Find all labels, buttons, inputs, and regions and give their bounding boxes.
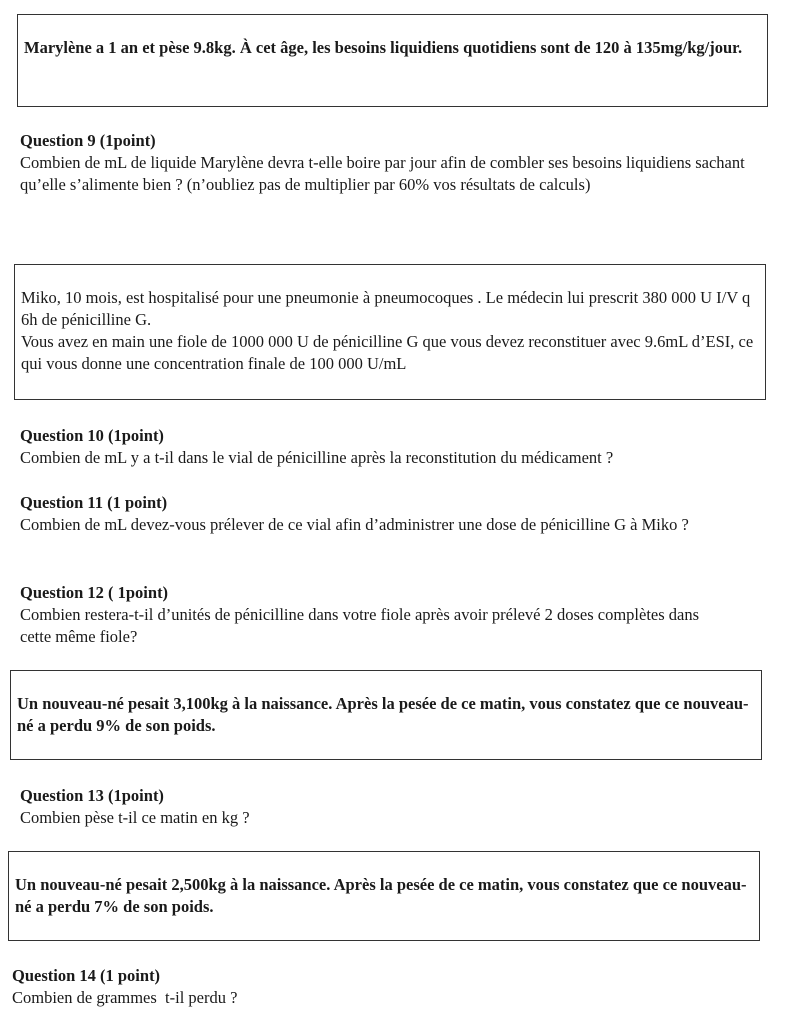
case-box-marylene: [17, 14, 768, 107]
question-9: [20, 130, 780, 196]
question-9-title: Question 9 (1point): [20, 131, 156, 150]
question-11-body: Combien de mL devez-vous prélever de ce vial afin d’administrer une dose de pénicilline G à Miko ?: [20, 515, 689, 534]
question-10: [20, 425, 780, 469]
question-12: [20, 582, 780, 648]
case-box-miko: [14, 264, 766, 400]
question-11: [20, 492, 780, 536]
question-13-title: Question 13 (1point): [20, 786, 164, 805]
case-text-newborn-3100: Un nouveau-né pesait 3,100kg à la naissance. Après la pesée de ce matin, vous constatez que ce nouveau-né a perdu 9% de son poids.: [17, 694, 749, 735]
question-12-body: Combien restera-t-il d’unités de pénicilline dans votre fiole après avoir prélevé 2 doses complètes dans cette même fiole?: [20, 605, 700, 646]
question-13-body: Combien pèse t-il ce matin en kg ?: [20, 808, 250, 827]
question-14: [12, 965, 772, 1009]
case-text-marylene: Marylène a 1 an et pèse 9.8kg. À cet âge, les besoins liquidiens quotidiens sont de 120 à 135mg/kg/jour.: [24, 38, 743, 57]
case-box-newborn-3100: [10, 670, 762, 760]
question-11-title: Question 11 (1 point): [20, 493, 168, 512]
case-box-newborn-2500: [8, 851, 760, 941]
case-text-newborn-2500: Un nouveau-né pesait 2,500kg à la naissance. Après la pesée de ce matin, vous constatez que ce nouveau-né a perdu 7% de son poids.: [15, 875, 747, 916]
question-13: [20, 785, 780, 829]
question-14-title: Question 14 (1 point): [12, 966, 161, 985]
case-text-miko-vial: Vous avez en main une fiole de 1000 000 U de pénicilline G que vous devez reconstituer avec 9.6mL d’ESI, ce qui vous donne une concentration finale de 100 000 U/mL: [21, 332, 754, 373]
case-text-miko-prescription: Miko, 10 mois, est hospitalisé pour une pneumonie à pneumocoques . Le médecin lui prescrit 380 000 U I/V q 6h de pénicilline G.: [21, 288, 751, 329]
question-10-body: Combien de mL y a t-il dans le vial de pénicilline après la reconstitution du médicament ?: [20, 448, 614, 467]
question-12-title: Question 12 ( 1point): [20, 583, 169, 602]
question-9-body: Combien de mL de liquide Marylène devra t-elle boire par jour afin de combler ses besoins liquidiens sachant qu’elle s’alimente bien ? (n’oubliez pas de multiplier par 60% vos résultats de calculs): [20, 153, 745, 194]
question-10-title: Question 10 (1point): [20, 426, 164, 445]
question-14-body: Combien de grammes t-il perdu ?: [12, 988, 238, 1007]
